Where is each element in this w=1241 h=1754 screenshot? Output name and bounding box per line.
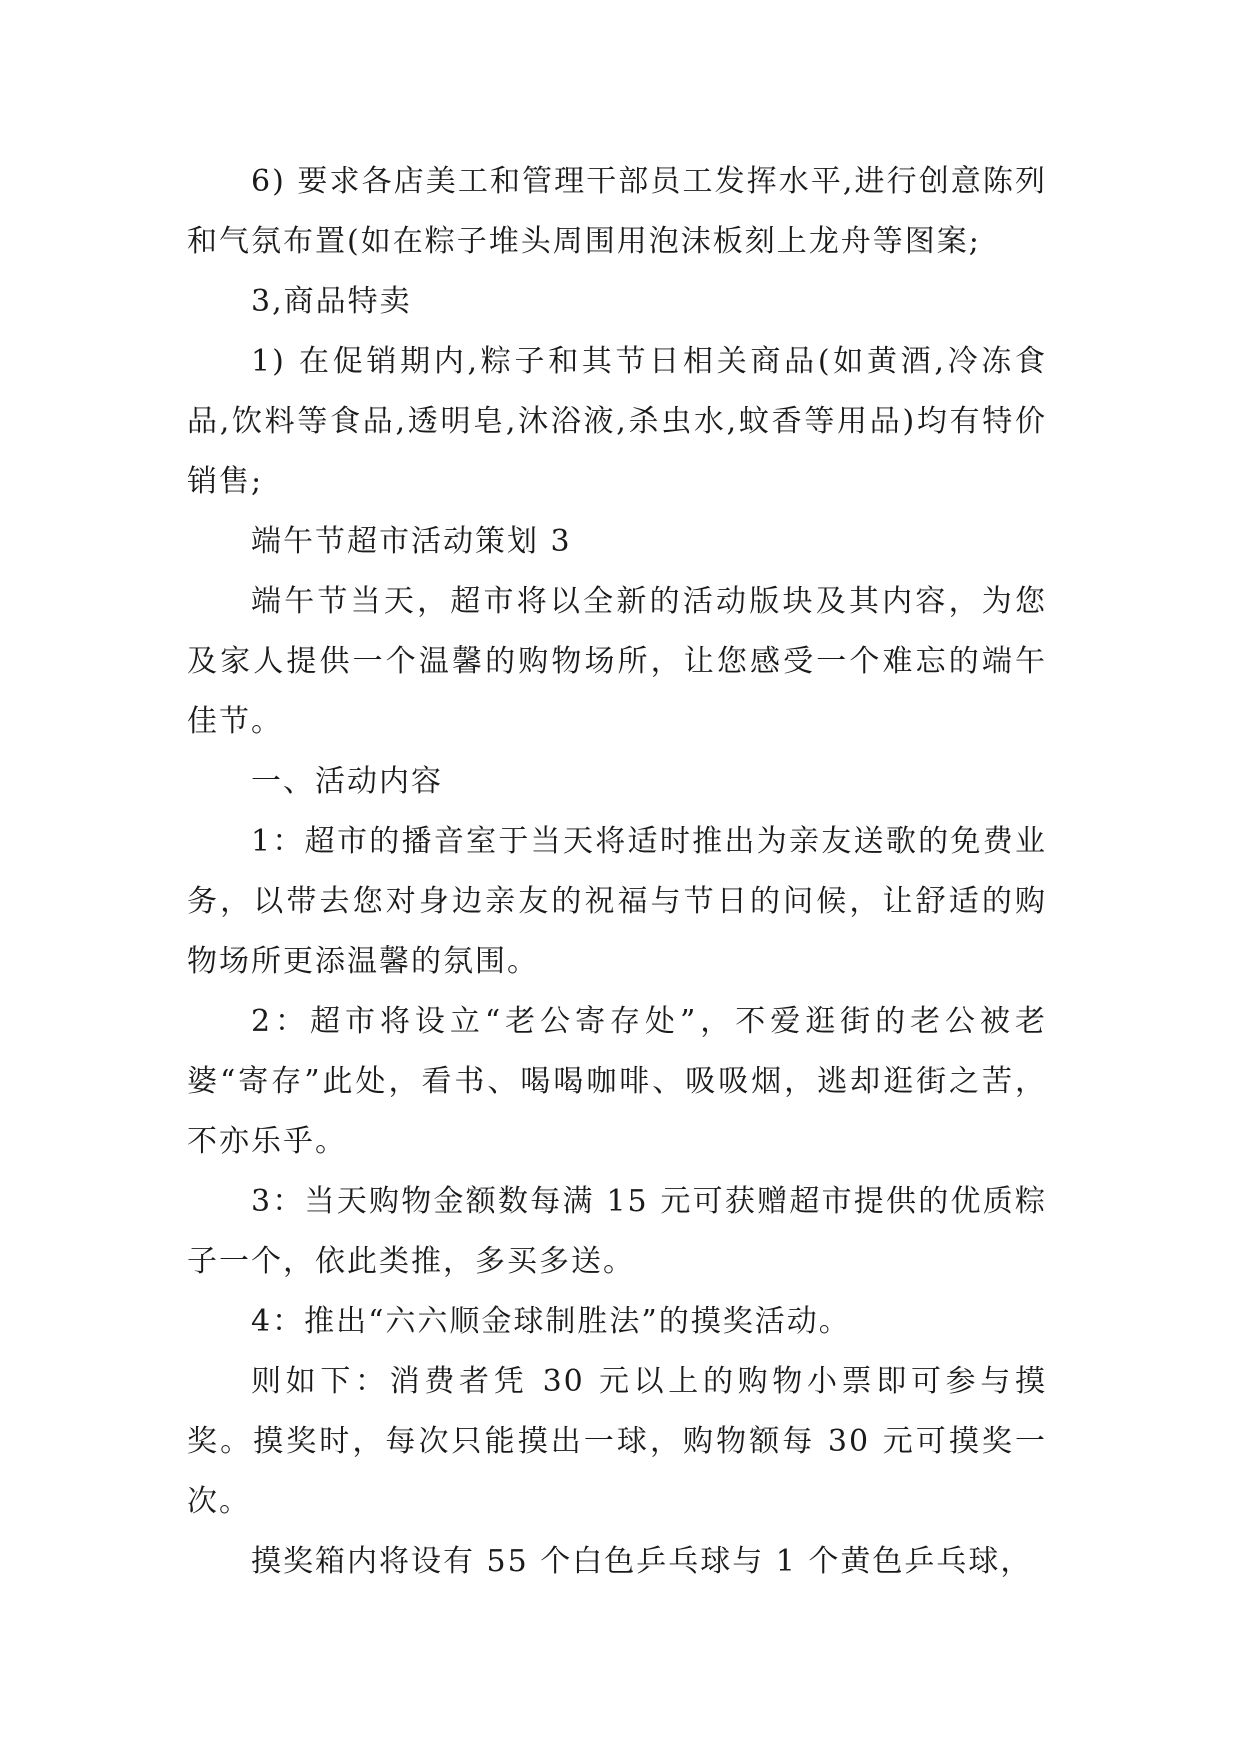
paragraph-activity-2: 2：超市将设立“老公寄存处”，不爱逛街的老公被老婆“寄存”此处，看书、喝喝咖啡、吸吸烟，逃却逛街之苦，不亦乐乎。 <box>187 1004 1047 1159</box>
section-heading-promotion: 3,商品特卖 <box>251 284 412 319</box>
paragraph-rules: 则如下：消费者凭 30 元以上的购物小票即可参与摸奖。摸奖时，每次只能摸出一球，购物额每 30 元可摸奖一次。 <box>187 1364 1047 1519</box>
plan-title-3: 端午节超市活动策划 3 <box>251 524 572 559</box>
paragraph-activity-1: 1：超市的播音室于当天将适时推出为亲友送歌的免费业务，以带去您对身边亲友的祝福与节日的问候，让舒适的购物场所更添温馨的氛围。 <box>187 824 1047 979</box>
document-body <box>187 152 1047 1592</box>
paragraph-special-sale: 1) 在促销期内,粽子和其节日相关商品(如黄酒,冷冻食品,饮料等食品,透明皂,沐浴液,杀虫水,蚊香等用品)均有特价销售; <box>187 344 1047 499</box>
section-heading-activity: 一、活动内容 <box>251 764 443 799</box>
paragraph-lottery-box: 摸奖箱内将设有 55 个白色乒乓球与 1 个黄色乒乓球， <box>251 1544 1033 1579</box>
paragraph-activity-4: 4：推出“六六顺金球制胜法”的摸奖活动。 <box>251 1304 851 1339</box>
paragraph-item-6-display: 6) 要求各店美工和管理干部员工发挥水平,进行创意陈列和气氛布置(如在粽子堆头周围用泡沫板刻上龙舟等图案; <box>187 164 1047 259</box>
paragraph-intro: 端午节当天，超市将以全新的活动版块及其内容，为您及家人提供一个温馨的购物场所，让您感受一个难忘的端午佳节。 <box>187 584 1047 739</box>
paragraph-activity-3: 3：当天购物金额数每满 15 元可获赠超市提供的优质粽子一个，依此类推，多买多送。 <box>187 1184 1047 1279</box>
